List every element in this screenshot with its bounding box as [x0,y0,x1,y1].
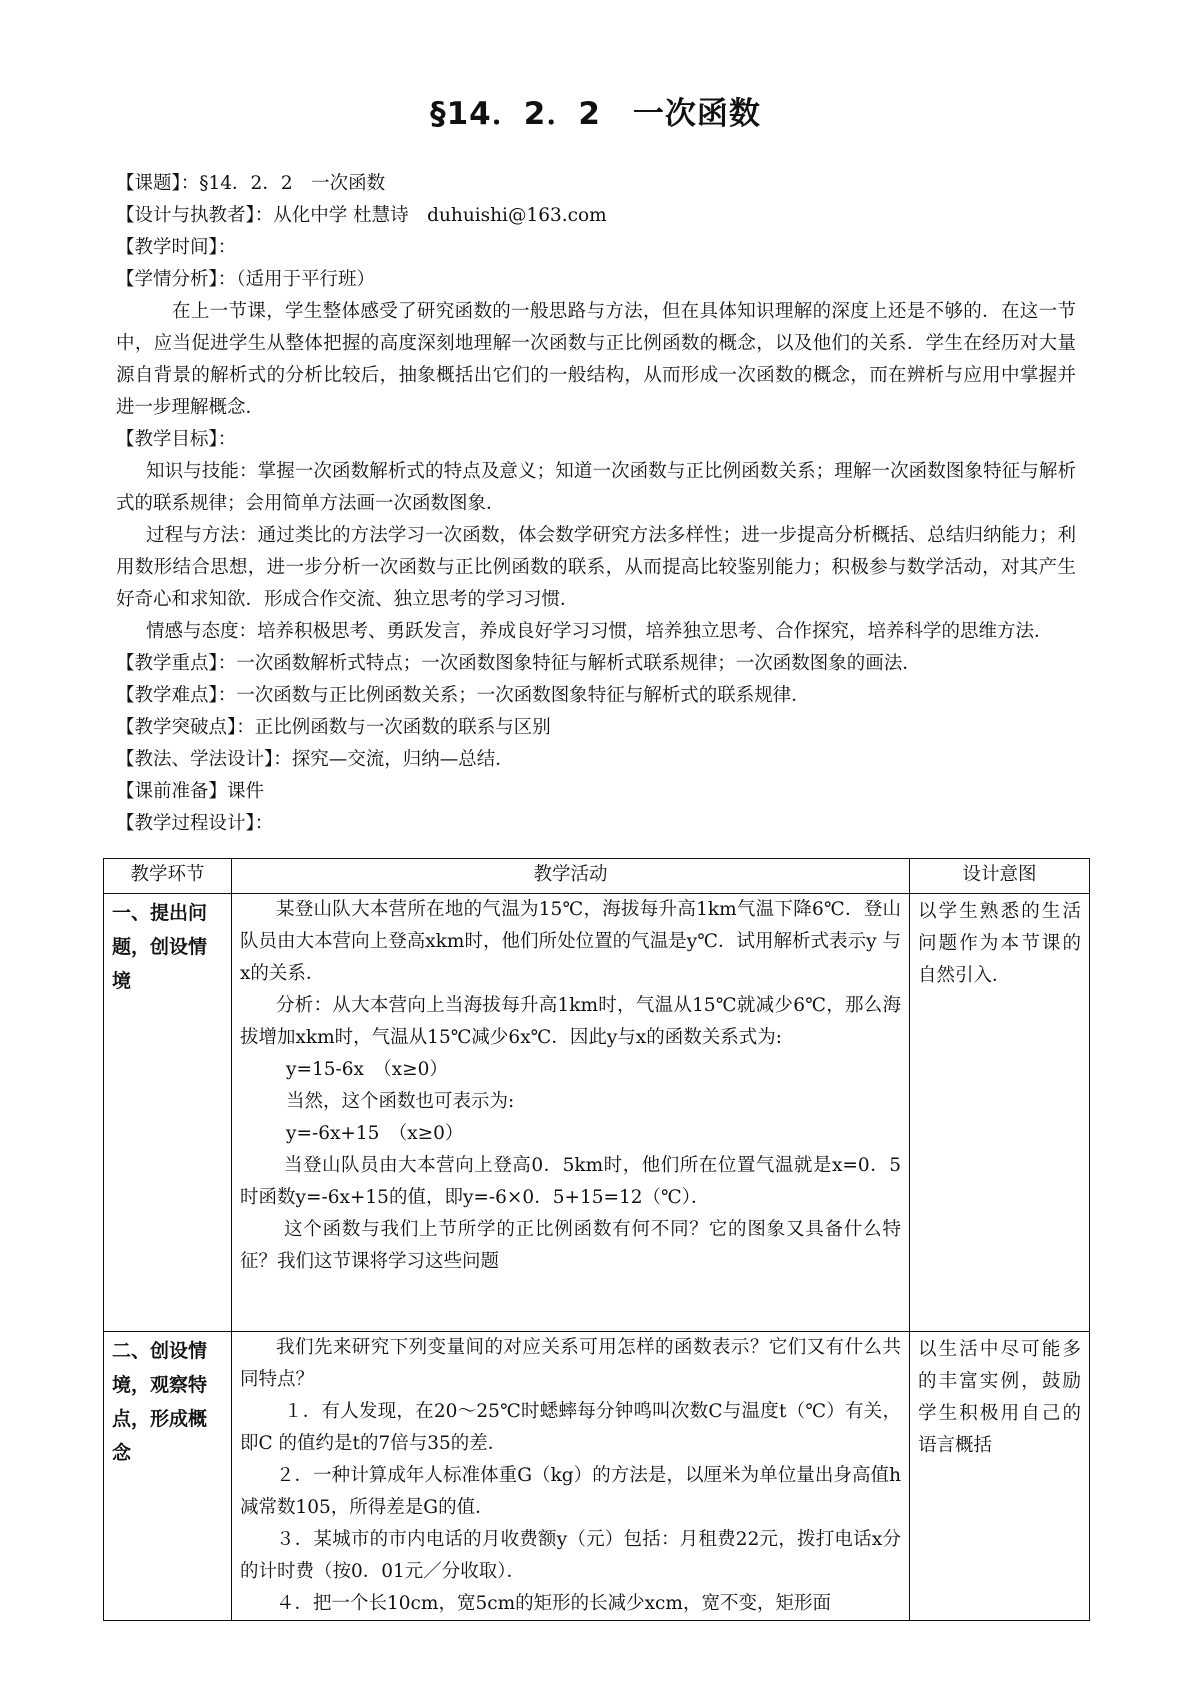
method-line [116,744,1076,776]
time-line [116,232,1076,264]
list-item: ４．把一个长10cm，宽5cm的矩形的长减少xcm，宽不变，矩形面 [276,1593,831,1614]
process-line [116,808,1076,840]
table-row [104,1332,1090,1621]
time-label: 【教学时间】 [116,237,218,258]
goal-emotion: 情感与态度：培养积极思考、勇跃发言，养成良好学习习惯，培养独立思考、合作探究，培养科学的思维方法． [146,621,1053,642]
difficult-value: ：一次函数与正比例函数关系；一次函数图象特征与解析式的联系规律． [217,685,810,706]
activity-paragraph: 分析：从大本营向上当海拔每升高1km时，气温从15℃就减少6℃，那么海拔增加xkm时，气温从15℃减少6x℃．因此y与x的函数关系式为: [240,995,901,1048]
table-row [104,894,1090,1332]
activity-paragraph: 我们先来研究下列变量间的对应关系可用怎样的函数表示？它们又有什么共同特点？ [240,1337,901,1390]
designer-line [116,200,1076,232]
prep-line [116,776,1076,808]
analysis-value: ：（适用于平行班） [217,269,376,290]
designer-label: 【设计与执教者】 [116,205,255,226]
breakthrough-line [116,712,1076,744]
key-value: ：一次函数解析式特点；一次函数图象特征与解析式联系规律；一次函数图象的画法． [217,653,921,674]
list-item: １．有人发现，在20～25℃时蟋蟀每分钟鸣叫次数C与温度t（℃）有关，即C 的值约是t的7倍与35的差． [240,1401,901,1454]
goals-label: 【教学目标】 [116,429,218,450]
method-label: 【教法、学法设计】 [116,749,274,770]
difficult-line [116,680,1076,712]
activity-cell [232,1332,910,1621]
designer-value: ：从化中学 杜慧诗 duhuishi@163.com [254,205,607,226]
key-line [116,648,1076,680]
teaching-process-table [103,858,1090,1621]
activity-paragraph: 当然，这个函数也可表示为: [286,1091,515,1112]
activity-paragraph: 某登山队大本营所在地的气温为15℃，海拔每升高1km气温下降6℃．登山队员由大本营向上登高xkm时，他们所处位置的气温是y℃．试用解析式表示y 与x的关系． [240,899,901,984]
goals-line [116,424,1076,456]
goal-process: 过程与方法：通过类比的方法学习一次函数，体会数学研究方法多样性；进一步提高分析概括、总结归纳能力；利用数形结合思想，进一步分析一次函数与正比例函数的联系，从而提高比较鉴别能力；积极参与数学活动，对其产生好奇心和求知欲．形成合作交流、独立思考的学习习惯． [116,525,1076,610]
topic-label: 【课题】 [116,173,181,194]
list-item: ２．一种计算成年人标准体重G（kg）的方法是，以厘米为单位量出身高值h减常数105，所得差是G的值． [240,1465,901,1518]
document-body [116,168,1076,840]
time-value: ： [217,237,237,258]
breakthrough-label: 【教学突破点】 [116,717,237,738]
analysis-label: 【学情分析】 [116,269,218,290]
activity-paragraph: 当登山队员由大本营向上登高0．5km时，他们所在位置气温就是x=0．5时函数y=-6x+15的值，即y=-6×0．5+15=12（℃）． [240,1155,901,1208]
header-intent: 设计意图 [910,859,1090,894]
analysis-line [116,264,1076,296]
analysis-paragraph: 在上一节课，学生整体感受了研究函数的一般思路与方法，但在具体知识理解的深度上还是不够的．在这一节中，应当促进学生从整体把握的高度深刻地理解一次函数与正比例函数的概念，以及他们的关系．学生在经历对大量源自背景的解析式的分析比较后，抽象概括出它们的一般结构，从而形成一次函数的概念，而在辨析与应用中掌握并进一步理解概念． [116,301,1076,418]
topic-line [116,168,1076,200]
activity-cell [232,894,910,1332]
table-header-row [104,859,1090,894]
list-item: ３．某城市的市内电话的月收费额y（元）包括：月租费22元，拨打电话x分的计时费（按0．01元／分收取）． [240,1529,901,1582]
breakthrough-value: ：正比例函数与一次函数的联系与区别 [236,717,551,738]
formula: y=-6x+15 （x≥0） [286,1123,464,1144]
process-value: ： [254,813,274,834]
topic-value: ：§14．2．2 一次函数 [180,173,386,194]
activity-paragraph: 这个函数与我们上节所学的正比例函数有何不同？它的图象又具备什么特征？我们这节课将学习这些问题 [240,1219,901,1272]
prep-label: 【课前准备】 [116,781,228,802]
prep-value: 课件 [227,781,265,802]
formula: y=15-6x （x≥0） [286,1059,448,1080]
header-stage: 教学环节 [104,859,232,894]
stage-cell: 二、创设情境，观察特点，形成概念 [104,1332,232,1621]
key-label: 【教学重点】 [116,653,218,674]
goal-knowledge: 知识与技能：掌握一次函数解析式的特点及意义；知道一次函数与正比例函数关系；理解一次函数图象特征与解析式的联系规律；会用简单方法画一次函数图象． [116,461,1076,514]
page-title: §14．2．2 一次函数 [430,96,761,132]
intent-cell: 以生活中尽可能多的丰富实例，鼓励学生积极用自己的语言概括 [910,1332,1090,1621]
header-activity: 教学活动 [232,859,910,894]
stage-cell: 一、提出问题，创设情境 [104,894,232,1332]
process-label: 【教学过程设计】 [116,813,255,834]
difficult-label: 【教学难点】 [116,685,218,706]
method-value: ：探究—交流，归纳—总结． [273,749,514,770]
goals-value: ： [217,429,237,450]
intent-cell: 以学生熟悉的生活问题作为本节课的自然引入． [910,894,1090,1332]
